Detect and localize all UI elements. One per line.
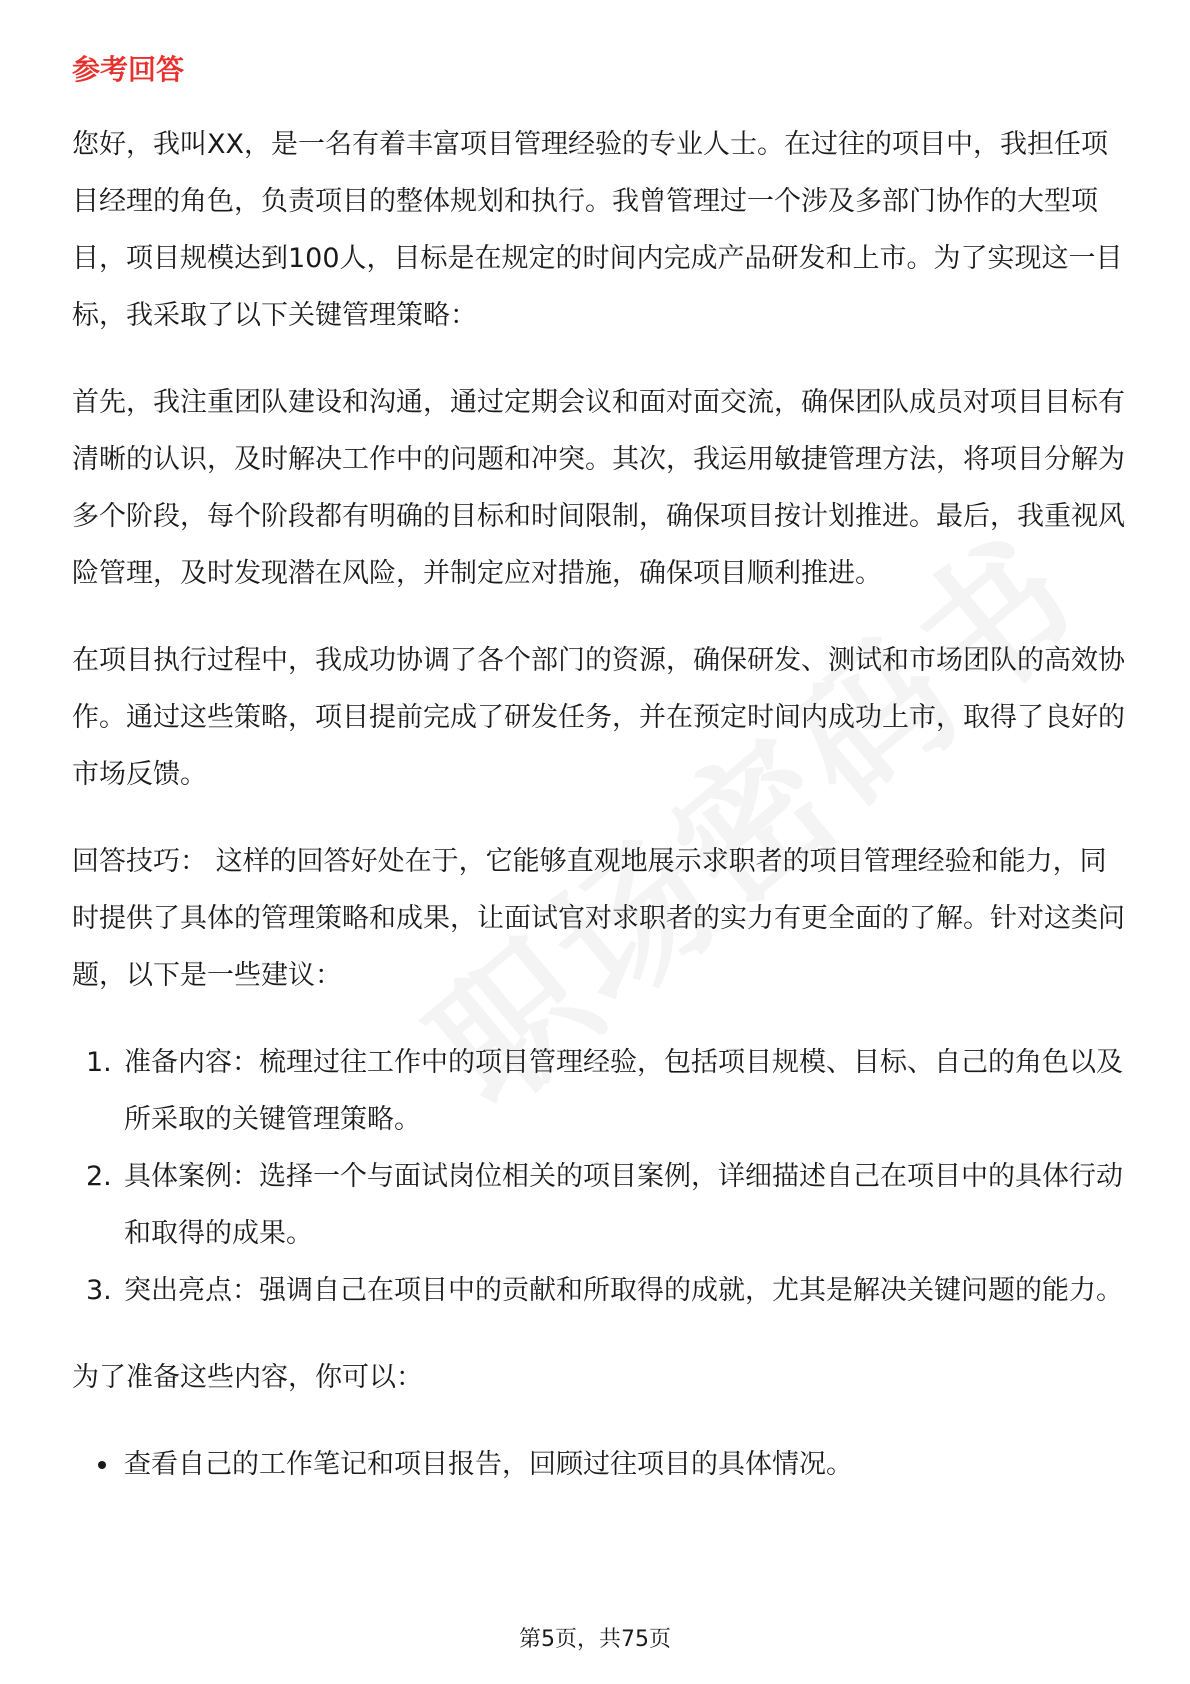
page-number: 第5页，共75页 — [519, 1627, 671, 1652]
list-item — [72, 1262, 1132, 1319]
answer-tips-paragraph: 回答技巧： 这样的回答好处在于，它能够直观地展示求职者的项目管理经验和能力，同时提供了具体的管理策略和成果，让面试官对求职者的实力有更全面的了解。针对这类问题，以下是一些建议： — [72, 846, 1125, 991]
list-item — [72, 1034, 1132, 1148]
answer-paragraph-strategies: 首先，我注重团队建设和沟通，通过定期会议和面对面交流，确保团队成员对项目目标有清晰的认识，及时解决工作中的问题和冲突。其次，我运用敏捷管理方法，将项目分解为多个阶段，每个阶段都有明确的目标和时间限制，确保项目按计划推进。最后，我重视风险管理，及时发现潜在风险，并制定应对措施，确保项目顺利推进。 — [72, 387, 1125, 589]
answer-paragraph-results: 在项目执行过程中，我成功协调了各个部门的资源，确保研发、测试和市场团队的高效协作。通过这些策略，项目提前完成了研发任务，并在预定时间内成功上市，取得了良好的市场反馈。 — [72, 645, 1125, 790]
list-item-text: 具体案例：选择一个与面试岗位相关的项目案例，详细描述自己在项目中的具体行动和取得的成果。 — [124, 1161, 1123, 1249]
bullet-icon — [98, 1461, 106, 1469]
prepare-intro: 为了准备这些内容，你可以： — [72, 1362, 423, 1393]
list-item — [72, 1436, 1132, 1493]
list-item-text: 查看自己的工作笔记和项目报告，回顾过往项目的具体情况。 — [124, 1449, 853, 1480]
answer-paragraph-intro: 您好，我叫XX，是一名有着丰富项目管理经验的专业人士。在过往的项目中，我担任项目经理的角色，负责项目的整体规划和执行。我曾管理过一个涉及多部门协作的大型项目，项目规模达到100人，目标是在规定的时间内完成产品研发和上市。为了实现这一目标，我采取了以下关键管理策略： — [72, 129, 1123, 331]
list-item-text: 突出亮点：强调自己在项目中的贡献和所取得的成就，尤其是解决关键问题的能力。 — [124, 1275, 1123, 1306]
list-item-number: 2. — [86, 1161, 112, 1192]
suggestion-list — [72, 1034, 1132, 1319]
answer-content — [72, 116, 1132, 1493]
list-item-number: 3. — [86, 1275, 112, 1306]
section-heading: 参考回答 — [72, 53, 185, 86]
list-item-number: 1. — [86, 1047, 112, 1078]
prepare-bullet-list — [72, 1436, 1132, 1493]
list-item-text: 准备内容：梳理过往工作中的项目管理经验，包括项目规模、目标、自己的角色以及所采取的关键管理策略。 — [124, 1047, 1123, 1135]
list-item — [72, 1148, 1132, 1262]
